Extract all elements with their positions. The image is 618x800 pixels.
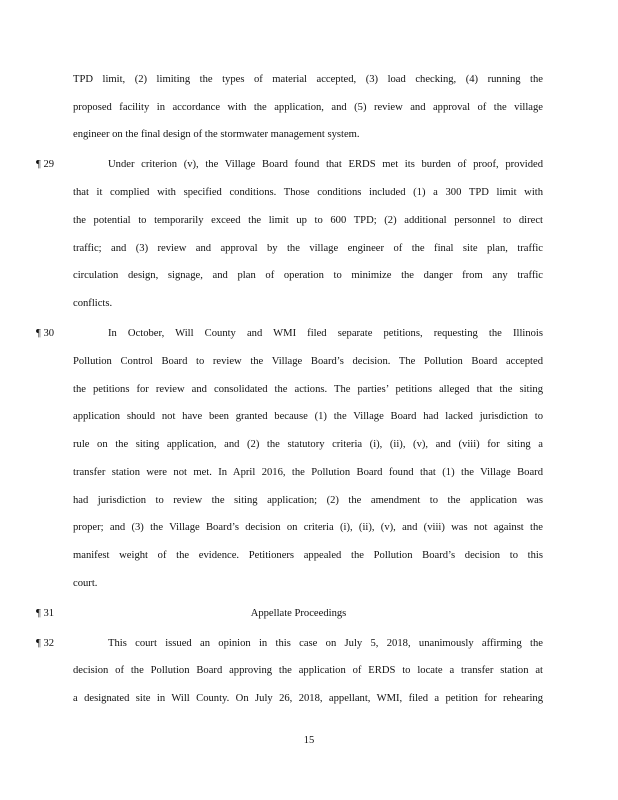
text-line: conflicts. [73, 298, 113, 309]
text-line: manifest weight of the evidence. Petitioners appealed the Pollution Board’s decision to this [73, 550, 543, 561]
text-line: transfer station were not met. In April 2016, the Pollution Board found that (1) the Village Board [73, 467, 543, 478]
text-line: rule on the siting application, and (2) the statutory criteria (i), (ii), (v), and (viii) for siting a [73, 439, 543, 450]
text-line: In October, Will County and WMI filed separate petitions, requesting the Illinois [108, 328, 543, 339]
text-line: the petitions for review and consolidated the actions. The parties’ petitions alleged that the siting [73, 384, 543, 395]
text-line: circulation design, signage, and plan of operation to minimize the danger from any traffic [73, 270, 543, 281]
text-line: Under criterion (v), the Village Board found that ERDS met its burden of proof, provided [108, 159, 543, 170]
page-number: 15 [303, 735, 315, 746]
text-line: court. [73, 578, 98, 589]
paragraph-marker-32: ¶ 32 [36, 638, 55, 649]
paragraph-marker-29: ¶ 29 [36, 159, 55, 170]
text-line: that it complied with specified conditions. Those conditions included (1) a 300 TPD limit with [73, 187, 543, 198]
text-line: Pollution Control Board to review the Village Board’s decision. The Pollution Board accepted [73, 356, 543, 367]
paragraph-marker-30: ¶ 30 [36, 328, 55, 339]
text-line: decision of the Pollution Board approving the application of ERDS to locate a transfer station at [73, 665, 543, 676]
text-line: application should not have been granted because (1) the Village Board had lacked jurisdiction to [73, 411, 543, 422]
text-line: traffic; and (3) review and approval by the village engineer of the final site plan, traffic [73, 243, 543, 254]
text-line: proper; and (3) the Village Board’s decision on criteria (i), (ii), (v), and (viii) was not against the [73, 522, 543, 533]
text-line: had jurisdiction to review the siting application; (2) the amendment to the application was [73, 495, 543, 506]
text-line: a designated site in Will County. On July 26, 2018, appellant, WMI, filed a petition for rehearing [73, 693, 543, 704]
text-line: TPD limit, (2) limiting the types of material accepted, (3) load checking, (4) running the [73, 74, 543, 85]
text-line: This court issued an opinion in this case on July 5, 2018, unanimously affirming the [108, 638, 543, 649]
text-line: proposed facility in accordance with the application, and (5) review and approval of the village [73, 102, 543, 113]
paragraph-marker-31: ¶ 31 [36, 608, 55, 619]
text-line: engineer on the final design of the stormwater management system. [73, 129, 360, 140]
text-line: the potential to temporarily exceed the limit up to 600 TPD; (2) additional personnel to direct [73, 215, 543, 226]
section-heading: Appellate Proceedings [250, 608, 347, 619]
